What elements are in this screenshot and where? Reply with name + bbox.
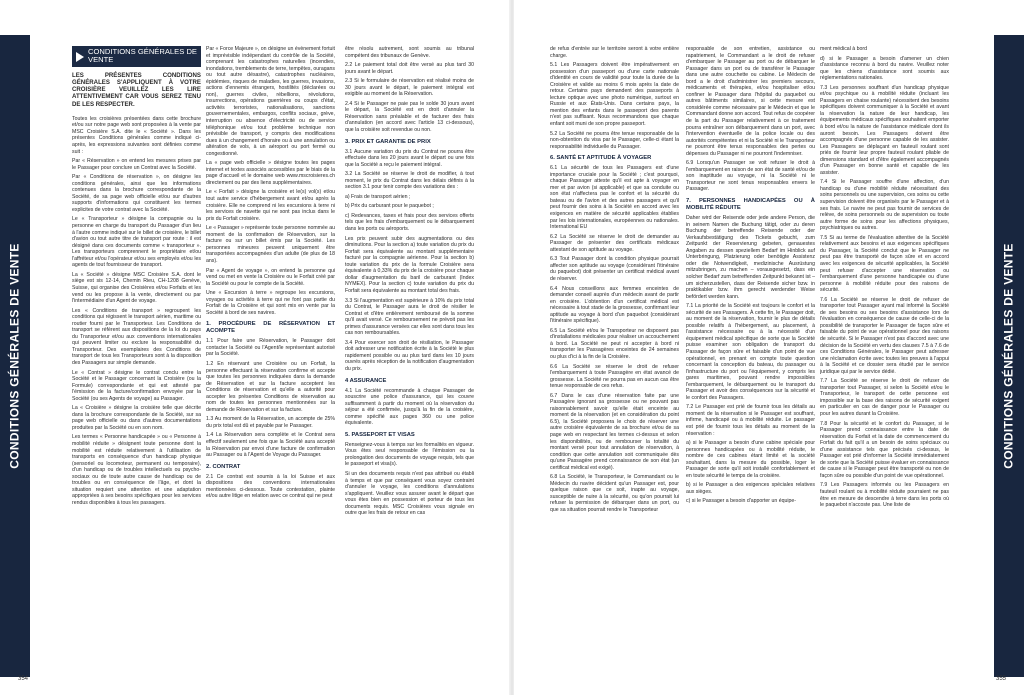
clause-paragraph: 5.2 La Société ne pourra être tenue responsable de la non-obtention du visa par le Passager, celle-ci étant la responsabilité individuelle du Passager. <box>550 130 679 150</box>
clause-heading: 3. PRIX ET GARANTIE DE PRIX <box>345 138 431 145</box>
clause-paragraph: Une « Excursion à terre » regroupe les excursions, voyages ou activités à terre qui ne font pas partie du Forfait de la Croisière et qui sont mis en vente par la Société à bord de ses navires. <box>206 290 335 316</box>
clause-paragraph: être résolu autrement, sont soumis au tribunal compétent des tribunaux de Genève. <box>345 46 474 59</box>
clause-paragraph: 2.2 Le paiement total doit être versé au plus tard 30 jours avant le départ. <box>345 62 474 75</box>
clause-paragraph: Le « Passager » représente toute personne nommée au moment de la confirmation de Réservation, sur la facture ou sur un billet émis par la Société. Les personnes mineures peuvent uniquement être transportées accompagnées d'un adulte (de plus de 18 ans). <box>206 225 335 264</box>
clause-paragraph: Le « Contrat » désigne le contrat conclu entre la Société et le Passager concernant la Croisière (ou la Formule) correspondante et qui est attesté par l'émission de la facture/confirmation envoyée par la Société (ou ses Agents de voyage) au Passager. <box>72 369 201 402</box>
clause-paragraph: 6.2 La Société se réserve le droit de demander au Passager de présenter des certificats médicaux attestant de son aptitude au voyage. <box>550 233 679 253</box>
side-tab-left-label: CONDITIONS GÉNÉRALES DE VENTE <box>8 243 22 469</box>
clause-paragraph: 7.5 Si au terme de l'évaluation attentive de la Société relativement aux besoins et aux exigences spécifiques du Passager, la Société conclut que le Passager ne peut pas être transporté de façon sûre et en accord avec les exigences de sécurité applicables, la Société peut refuser d'accepter une réservation ou l'embarquement d'une personne handicapée ou d'une personne à mobilité réduite pour des raisons de sécurité. <box>820 234 949 294</box>
left-page <box>0 0 510 695</box>
clause-paragraph: La « Société » désigne MSC Croisière S.A. dont le siège est sis 12-14, Chemin Rieu, CH-1208 Genève, Suisse, qui organise des Croisières et/ou Forfaits et les vend ou les propose à la vente, directement ou par l'intermédiaire d'un Agent de voyage. <box>72 271 201 305</box>
text-column-5 <box>686 46 815 670</box>
right-page <box>514 0 1024 695</box>
clause-heading: 5. PASSEPORT ET VISAS <box>345 431 415 438</box>
text-column-2 <box>206 46 335 670</box>
clause-paragraph: 6.9 Lorsqu'un Passager se voit refuser le droit à l'embarquement en raison de son état de santé et/ou de son inaptitude au voyage, ni la Société ni le Transporteur ne sont tenus responsables envers le Passager. <box>686 160 815 193</box>
clause-paragraph: 6.6 La Société se réserve le droit de refuser l'embarquement à toute Passagère en état avancé de grossesse. La Société ne pourra pas en aucun cas être tenue responsable de ces refus. <box>550 363 679 390</box>
clause-paragraph: c) Redevances, taxes et frais pour des services offerts tels que les frais d'embarquement ou le débarquement dans les ports ou aéroports. <box>345 212 474 233</box>
clause-paragraph: 6.1 La sécurité de tous les Passagers est d'une importance cruciale pour la Société ; c'est pourquoi, chaque Passager atteste qu'il est apte à voyager en mer et par avion (si applicable) et que sa conduite ou son état n'affectera pas le confort et la sécurité du bateau ou de l'avion et des autres passagers et qu'il peut fournir des soins à la Société en accord avec les exigences en matière de sécurité applicables établies par les lois internationales, européennes ou nationales. International EU <box>550 165 679 231</box>
clause-paragraph: Le « Forfait » désigne la croisière et le(s) vol(s) et/ou tout autre service d'hébergement avant et/ou après la croisière. Elle ne comprend ni les excursions à terre ni les services de navette qui ne sont pas inclus dans le prix du Forfait croisière. <box>206 189 335 222</box>
side-tab-right-label: CONDITIONS GÉNÉRALES DE VENTE <box>1002 243 1016 469</box>
clause-paragraph: 1.4 La Réservation sera complète et le Contrat sera effectif seulement une fois que la Société aura accepté la Réservation par envoi d'une facture de confirmation au Passager ou à l'Agent de Voyage du Passager. <box>206 432 335 459</box>
clause-heading: 1. PROCÉDURE DE RÉSERVATION ET ACOMPTE <box>206 321 335 335</box>
clause-paragraph: Par « Conditions de réservation », on désigne les conditions générales, ainsi que les informations contenues dans la brochure correspondante de la Société, de sa page web officielle et/ou sur d'autres supports d'informations qui constituent les termes explicites de votre contrat avec la Société. <box>72 174 201 213</box>
side-tab-left <box>0 35 30 677</box>
text-column-6 <box>820 46 949 670</box>
clause-paragraph: 3.4 Pour exercer son droit de résiliation, le Passager doit adresser une notification écrite à la Société le plus rapidement possible ou au plus tard dans les 10 jours ouvrés après réception de la notification d'augmentation du prix. <box>345 339 474 372</box>
clause-paragraph: Par « Agent de voyage », on entend la personne qui vend ou met en vente la Croisière ou le Forfait créé par la Société ou pour le compte de la Société. <box>206 267 335 287</box>
clause-paragraph: Daher wird der Reisende oder jede andere Person, die in seinem Namen die Buchung tätigt, oder zu deren Buchung der betreffende Reisende oder der Verkaufsbestätigung des Tickets gebucht, zum Zeitpunkt der Reservierung gebeten, genauestes Angaben zu dessen speziellem Bedarf im Hinblick auf Unterbringung, Platzierung oder benötigte Assistenz oder die Notwendigkeit, medizinische Ausrüstung mitzubringen, zu machen – vorausgesetzt, dass ein solcher Bedarf zum betreffenden Zeitpunkt bekannt ist – um sicherzustellen, dass der Reisende sicher bzw. in praktikabler bzw. ihm gerecht werdender Weise befördert werden kann. <box>686 215 815 300</box>
clause-paragraph: a) si le Passager a besoin d'une cabine spéciale pour personnes handicapées ou à mobilité réduite, le nombre de ces cabines étant limité et la société souhaitant, dans la mesure du possible, loger le Passager de sorte qu'il soit installé confortablement et en toute sécurité le temps de la croisière. <box>686 440 815 479</box>
clause-paragraph: 6.3 Tout Passager dont la condition physique pourrait affecter son aptitude au voyage (considérant l'itinéraire du paquebot) doit présenter un certificat médical avant de réserver. <box>550 256 679 282</box>
clause-paragraph: 5.1 Les Passagers doivent être impérativement en possession d'un passeport ou d'une carte nationale d'identité en cours de validité pour toute la durée de la Croisière et valide au moins 6 mois après la date de retour. Certains pays demandent des passeports à lecture optique avec une photo numérique, surtout en Russie et aux États-Unis. Dans certains pays, la mention des enfants dans le passeport des parents n'est pas suffisant. Nous recommandons que chaque enfant soit muni de son propre passeport. <box>550 62 679 128</box>
clause-paragraph: 7.4 Si le Passager souffre d'une affection, d'un handicap ou d'une mobilité réduite nécessitant des soins personnels ou une supervision, ces soins ou cette supervision doivent être organisés par le Passager et à ses frais. Le navire ne peut pas fournir de services de relève, de soins personnels ou de supervision ou toute autre forme de soins pour les affections physiques, psychiatriques ou autres. <box>820 179 949 232</box>
clause-paragraph: Les « Conditions de transport » regroupent les conditions qui régissent le transport aérien, maritime ou routier fourni par le Transporteur. Les Conditions de transport se réfèrent aux dispositions de la loi du pays du Transporteur et/ou aux conventions internationales qui peuvent limiter ou exclure la responsabilité du Transporteur. Des exemplaires des Conditions de transport de tous les Transporteurs sont à la disposition des Passagers sur simple demande. <box>72 307 201 366</box>
clause-paragraph: d) si le Passager a besoin d'amener un chien d'assistance reconnu à bord du navire. Veuillez noter que les chiens d'assistance sont soumis aux réglementations nationales. <box>820 55 949 82</box>
clause-paragraph: 7.8 Pour la sécurité et le confort du Passager, si le Passager prend connaissance entre la date de réservation du Forfait et la date de commencement du Forfait du fait qu'il a un besoin de soins spéciaux ou d'une assistance tels que précisés ci-dessus, le Passager est prié d'informer la Société immédiatement de sorte que la Société puisse évaluer en connaissance de cause si le Passager peut être transporté ou non de façon sûre ou possible d'un point de vue opérationnel. <box>820 420 949 479</box>
clause-paragraph: 6.5 La Société et/ou le Transporteur ne disposent pas d'installations médicales pour réaliser un accouchement à bord. La Société ne peut ni accepter à bord ni transporter les Passagères enceintes de 24 semaines ou plus d'ici à la fin de la Croisière. <box>550 327 679 360</box>
page-number-right: 355 <box>995 676 1006 682</box>
clause-paragraph: Par « Force Majeure », on désigne un évènement fortuit et imprévisible indépendant du contrôle de la Société, comprenant les catastrophes naturelles (incendies, inondations, tremblements de terre, tempêtes, ouragans ou tout autre désastre), catastrophes nucléaires, épidémies, risques de maladies, les guerres, invasions, actions d'ennemis étrangers, hostilités (déclarées ou non), guerres civiles, rébellions, révolutions, insurrections, opérations guerrières ou coups d'état, activités terroristes, nationalisations, sanctions gouvernementales, embargos, conflits sociaux, grève, interruption ou absence d'électricité ou de service téléphonique et/ou tout problème technique non prévisible de transport, y compris des modifications dues à un changement d'horaire ou à une annulation ou altération de vols, à un aéroport ou port fermé ou congestionné. <box>206 46 335 157</box>
clause-paragraph: 7.6 La Société se réserve le droit de refuser de transporter tout Passager ayant mal informé la Société de ses besoins ou ses besoins d'assistance lors de l'évaluation en conséquence de cause de celle-ci de la possibilité de transporter le Passager de façon sûre et faisable du point de vue opérationnel pour des raisons de sécurité. Si le Passager n'est pas d'accord avec une décision de la Société en vertu des clauses 7.5 à 7.6 de ces Conditions Générales, le Passager peut adresser une réclamation écrite avec toutes les preuves à l'appui à la Société et ce dossier sera étudié par le service juridique qui par le service dédié. <box>820 296 949 375</box>
clause-paragraph: Les prix peuvent subir des augmentations ou des diminutions. Pour la section a) toute variation du prix du Forfait sera équivalente au montant supplémentaire facturé par la compagnie aérienne. Pour la section b) toute variation du prix de la formule Croisière sera équivalente à 0,33% du prix de la croisière pour chaque dollar d'augmentation du baril de carburant (Index NYMEX). Pour la section c) toute variation du prix du Forfait sera équivalente au montant total des frais. <box>345 235 474 294</box>
clause-paragraph: b) si le Passager a des exigences spéciales relatives aux sièges. <box>686 482 815 495</box>
clause-heading: 7. PERSONNES HANDICAPÉES OU À MOBILITÉ RÉDUITE <box>686 198 815 212</box>
text-column-3 <box>345 46 474 670</box>
clause-paragraph: 6.8 La Société, le Transporteur, le Commandant ou le Médecin du navire décident qu'un Passager est, pour quelque raison que ce soit, inapte au voyage, susceptible de nuire à la sécurité, ou qu'on pourrait lui refuser la permission de débarquer dans un port, ou que sa situation pourrait rendre le Transporteur <box>550 474 679 513</box>
clause-paragraph: 1.2 En réservant une Croisière ou un Forfait, la personne effectuant la réservation confirme et accepte que toutes les personnes indiquées dans la demande de Réservation et sur la facture acceptent les Conditions de réservation et qu'elle a autorité pour accepter les présentes Conditions de réservation au nom de toutes les personnes mentionnées sur la demande de Réservation et sur la facture. <box>206 360 335 413</box>
clause-paragraph: 1.1 Pour faire une Réservation, le Passager doit contacter la Société ou l'Agent/le représentant autorisé par la Société. <box>206 338 335 358</box>
clause-paragraph: 4.1 La Société recommande à chaque Passager de souscrire une police d'assurance, qui les couvre suffisamment à partir du moment où la réservation du séjour a été confirmée, jusqu'à la fin de la croisière, comme spécifié aux pages 360 ou une police équivalente. <box>345 387 474 427</box>
clause-paragraph: Par « Réservation » on entend les mesures prises par le Passager pour conclure un Contrat avec la Société. <box>72 158 201 171</box>
clause-paragraph: 3.1 Aucune variation du prix du Contrat ne pourra être effectuée dans les 20 jours avant le départ ou une fois que la Société a reçu le paiement intégral. <box>345 148 474 168</box>
clause-paragraph: c) si le Passager a besoin d'apporter un équipe- <box>686 498 796 505</box>
clause-paragraph: 7.3 Les personnes souffrant d'un handicap physique et/ou psychique ou à mobilité réduite (incluant les Passagers en chaise roulante) nécessitent des besoins spécifiques doivent communiquer à la Société et avant la réservation la nature de leur handicap, les équipements médicaux spécifiques souhaitent emporter à bord et/ou la nature de l'assistance médicale dont ils auront besoin. Les Passagers doivent être accompagnés d'une personne capable de les assister. Les Passagers se déplaçant en fauteuil roulant sont priés de fournir leur propre fauteuil roulant pliable de dimensions standard et d'être également accompagnés d'un Passager en bonne santé et capable de les assister. <box>820 84 949 176</box>
clause-paragraph: 3.2 La Société se réserve le droit de modifier, à tout moment, le prix du Contrat dans les délais définis à la section 3.1 pour tenir compte des variations des : <box>345 171 474 191</box>
clause-paragraph: 7.9 Les Passagers informés ou les Passagers en fauteuil roulant ou à mobilité réduite pourraient ne pas être en mesure de descendre à terre dans les ports où le paquebot n'accoste pas. Une liste de <box>820 482 949 509</box>
section-heading-box <box>72 46 201 67</box>
clause-paragraph: ment médical à bord <box>820 46 867 52</box>
clause-paragraph: responsable de son entretien, assistance ou rapatriement, le Commandant a le droit de refuser d'embarquer le Passager au port ou de débarquer le Passager dans un port ou de transférer le Passager dans une autre couchette ou cabine. Le Médecin de bord a le droit d'administrer les premiers secours, médicaments et thérapies, et/ou hospitaliser et/ou confiner le Passager dans l'hôpital du paquebot ou autres bâtiments similaires, si cette mesure est considérée comme nécessaire par le Médecin et que le Commandant donne son accord. Tout refus de coopérer de la part du Passager relativement à ce traitement pourra entraîner son débarquement dans un port, avec l'intervention éventuelle de la police locale ou des autorités compétentes et ni la Société ni le Transporteur ne pourront être tenus responsables des pertes ou dépenses du Passager ni ne pourront l'indemniser. <box>686 46 815 157</box>
clause-paragraph: 6.4 Nous conseillons aux femmes enceintes de demander conseil auprès d'un médecin avant de partir en croisière. L'obtention d'un certificat médical est nécessaire à tout stade de la grossesse, confirmant leur aptitude au voyage à bord d'un paquebot (considérant l'itinéraire spécifique). <box>550 285 679 325</box>
clause-paragraph: 6.7 Dans le cas d'une réservation faite par une Passagère ignorant sa grossesse ou ne pouvant pas raisonnablement savoir qu'elle était enceinte au moment de la réservation (et en considération du point 6.5), la Société proposera le choix de réserver une autre croisière équivalente de sa brochure et/ou de sa page web en respectant les termes ci-dessus et selon les disponibilités, ou de rembourser la totalité du montant versé pour tout annulation de réservation, à condition que cette annulation soit communiquée dès qu'une Passagère prend connaissance de son état (un certificat médical est exigé). <box>550 392 679 471</box>
section-heading: CONDITIONS GÉNÉRALES DE VENTE <box>88 47 197 65</box>
clause-paragraph: La « page web officielle » désigne toutes les pages internet et textes associés accessibles par le biais de la page d'accueil et le domaine web www.mscroisieres.ch directement ou par des liens supplémentaires. <box>206 160 335 186</box>
clause-paragraph: 3.3 Si l'augmentation est supérieure à 10% du prix total du Contrat, le Passager aura le droit de résilier le Contrat et d'être entièrement remboursé de la somme qu'il avait versé. Ce remboursement ne prévoit pas les primes d'assurance versées car elles sont dans tous les cas non remboursables. <box>345 297 474 337</box>
clause-heading: 6. SANTÉ ET APTITUDE À VOYAGER <box>550 155 652 162</box>
clause-heading: 2. CONTRAT <box>206 463 241 470</box>
clause-paragraph: Toutes les croisières présentées dans cette brochure et/ou sur notre page web sont proposées à la vente par MSC Croisière S.A. dite le « Société ». Dans les présentes Conditions générales comme indiqué ci-après, les expressions suivantes sont définies comme suit : <box>72 115 201 155</box>
clause-paragraph: 1.3 Au moment de la Réservation, un acompte de 25% du prix total est dû et payable par le Passager. <box>206 416 335 429</box>
clause-paragraph: Les termes « Personne handicapée » ou « Personne à mobilité réduite » désignent toute personne dont la mobilité est réduite relativement à l'utilisation de transports en conséquence d'un handicap physique (sensoriel ou locomoteur, permanent ou temporaire), d'un handicap ou de troubles intellectuels ou psycho-sociaux ou de toute autre cause de handicap ou de troubles ou en conséquence de l'âge, et dont la situation requiert une attention et une adaptation appropriées à ses besoins spécifiques pour les services rendus disponibles à tous les passagers. <box>72 434 201 506</box>
clause-paragraph: b) Prix du carburant pour le paquebot ; <box>345 203 434 210</box>
clause-paragraph: 2.1 Ce contrat est soumis à la loi Suisse et aux dispositions des conventions internationales mentionnées ci-dessous. Toute contestation, plainte et/ou autre litige en relation avec ce contrat qui ne peut <box>206 473 335 500</box>
clause-paragraph: Si un des documents requis n'est pas attribué ou établi à temps et que par conséquent vous soyez contraint d'annuler le voyage, les conditions d'annulations s'appliquent. Veuillez vous assurer avant le départ que vous êtes bien en possession et porteur de tous les documents requis. MSC Croisières vous signale en outre que les frais de retour en cas <box>345 470 474 517</box>
text-column-4 <box>550 46 679 670</box>
clause-paragraph: Le « Transporteur » désigne la compagnie ou la personne en charge du transport du Passager d'un lieu à l'autre comme indiqué sur le billet de croisière, le billet d'avion ou tout autre titre de transport par route : il est désigné dans ces documents comme « transporteur ». Les transporteurs comprennent le propriétaire et/ou l'affréteur et/ou l'opérateur et/ou ses employés et/ou les agents de tout fournisseur de transport. <box>72 216 201 269</box>
clause-paragraph: 2.4 Si le Passager ne paie pas le solde 30 jours avant le départ, la Société est en droit d'annuler la Réservation sans préalable et de facturer des frais d'annulation (en accord avec l'article 13 ci-dessous), que la croisière soit revendue ou non. <box>345 100 474 134</box>
clause-paragraph: 2.3 Si le formulaire de réservation est réalisé moins de 30 jours avant le départ, le paiement intégral est exigible au moment de la Réservation. <box>345 78 474 98</box>
side-tab-right <box>994 35 1024 677</box>
arrow-icon <box>76 52 84 62</box>
clause-paragraph: a) Frais de transport aérien ; <box>345 193 411 200</box>
clause-paragraph: 7.1 La priorité de la Société est toujours le confort et la sécurité de ses Passagers. À cette fin, le Passager doit, au moment de la réservation, fournir le plus de détails possible relatifs à l'hébergement, au placement, à l'assistance nécessaire ou à la nécessité d'un équipement médical spécifique de sorte que la Société puisse examiner son obligation de transport du Passager de façon sûre et faisable d'un point de vue opérationnel, en prenant en compte toute question concernant la conception du bateau, du passager ou l'infrastructure du port ou l'équipement, y compris les gares maritimes, pouvant rendre impossibles l'embarquement, le débarquement ou le transport du Passager et avoir des conséquences sur la sécurité et le confort des Passagers. <box>686 303 815 401</box>
clause-paragraph: 7.2 Le Passager est prié de fournir tous les détails au moment de la réservation si le Passager est souffrant, infirme, handicapé ou à mobilité réduite. Le passager est prié de fournir tous les détails au moment de la réservation : <box>686 404 815 437</box>
clause-paragraph: LES PRÉSENTES CONDITIONS GÉNÉRALES S'APPLIQUENT À VOTRE CROISIÈRE VEUILLEZ LES LIRE ATTENTIVEMENT CAR VOUS SEREZ TENU DE LES RESPECTER. <box>72 71 201 108</box>
clause-heading: 4 ASSURANCE <box>345 377 387 384</box>
text-column-1 <box>72 46 201 670</box>
clause-paragraph: La « Croisière » désigne la croisière telle que décrite dans la brochure correspondante de la Société, sur sa page web officielle ou dans d'autres documentations produites par la Société ou en son nom. <box>72 405 201 431</box>
clause-paragraph: de refus d'entrée sur le territoire seront à votre entière charge. <box>550 46 679 59</box>
clause-paragraph: 7.7 La Société se réserve le droit de refuser de transporter tout Passager, si selon la Société et/ou le Transporteur, le transport de cette personne est impossible sur la base des raisons de sécurité exigent en particulier en cas de danger pour le Passager ou pour les autres durant la Croisière. <box>820 378 949 417</box>
page-number-left: 354 <box>18 676 29 682</box>
clause-paragraph: Renseignez-vous à temps sur les formalités en vigueur. Vous êtes seul responsable de l'émission ou la prolongation des documents de voyage requis, tels que le passeport et visa(s). <box>345 441 474 468</box>
